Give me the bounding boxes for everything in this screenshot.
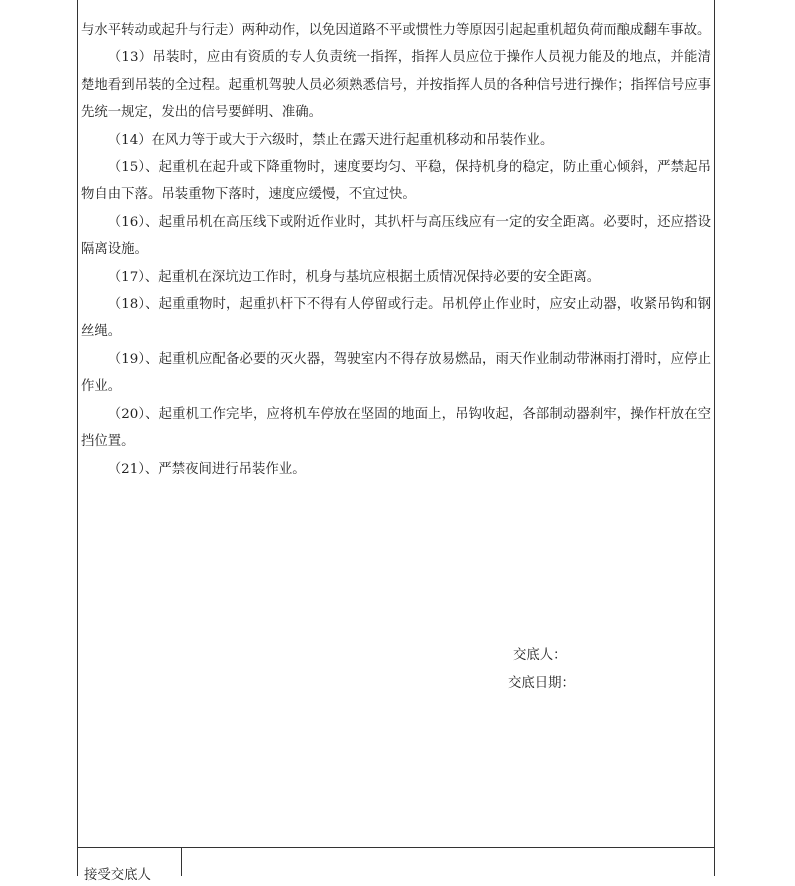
document-body — [81, 17, 711, 483]
paragraph-18: （18）、起重重物时，起重扒杆下不得有人停留或行走。吊机停止作业时，应安止动器，收紧吊钩和钢丝绳。 — [81, 297, 711, 340]
receiver-label: 接受交底人 — [84, 868, 151, 883]
paragraph-continuation: 与水平转动或起升与行走）两种动作，以免因道路不平或惯性力等原因引起起重机超负荷而酿成翻车事故。 — [81, 23, 711, 38]
paragraph-17: （17）、起重机在深坑边工作时，机身与基坑应根据土质情况保持必要的安全距离。 — [107, 269, 601, 285]
paragraph-19: （19）、起重机应配备必要的灭火器，驾驶室内不得存放易燃品，雨天作业制动带淋雨打滑时，应停止作业。 — [81, 351, 711, 395]
paragraph-13: （13）吊装时，应由有资质的专人负责统一指挥，指挥人员应位于操作人员视力能及的地点，并能清楚地看到吊装的全过程。起重机驾驶人员必须熟悉信号，并按指挥人员的各种信号进行操作；指挥信号应事先统一规定，发出的信号要鲜明、准确。 — [81, 50, 711, 121]
table-cell-divider — [181, 847, 182, 876]
paragraph-21: （21）、严禁夜间进行吊装作业。 — [107, 461, 306, 477]
paragraph-16: （16）、起重吊机在高压线下或附近作业时，其扒杆与高压线应有一定的安全距离。必要时，还应搭设隔离设施。 — [81, 214, 711, 258]
table-row-divider — [77, 847, 715, 848]
paragraph-14: （14）在风力等于或大于六级时，禁止在露天进行起重机移动和吊装作业。 — [107, 132, 554, 148]
paragraph-15: （15）、起重机在起升或下降重物时，速度要均匀、平稳，保持机身的稳定，防止重心倾斜，严禁起吊物自由下落。吊装重物下落时，速度应缓慢，不宜过快。 — [81, 160, 711, 203]
paragraph-20: （20）、起重机工作完毕，应将机车停放在坚固的地面上，吊钩收起，各部制动器刹牢，操作杆放在空挡位置。 — [81, 406, 711, 450]
sign-date-label: 交底日期： — [508, 676, 575, 691]
sign-person-label: 交底人： — [513, 648, 567, 663]
